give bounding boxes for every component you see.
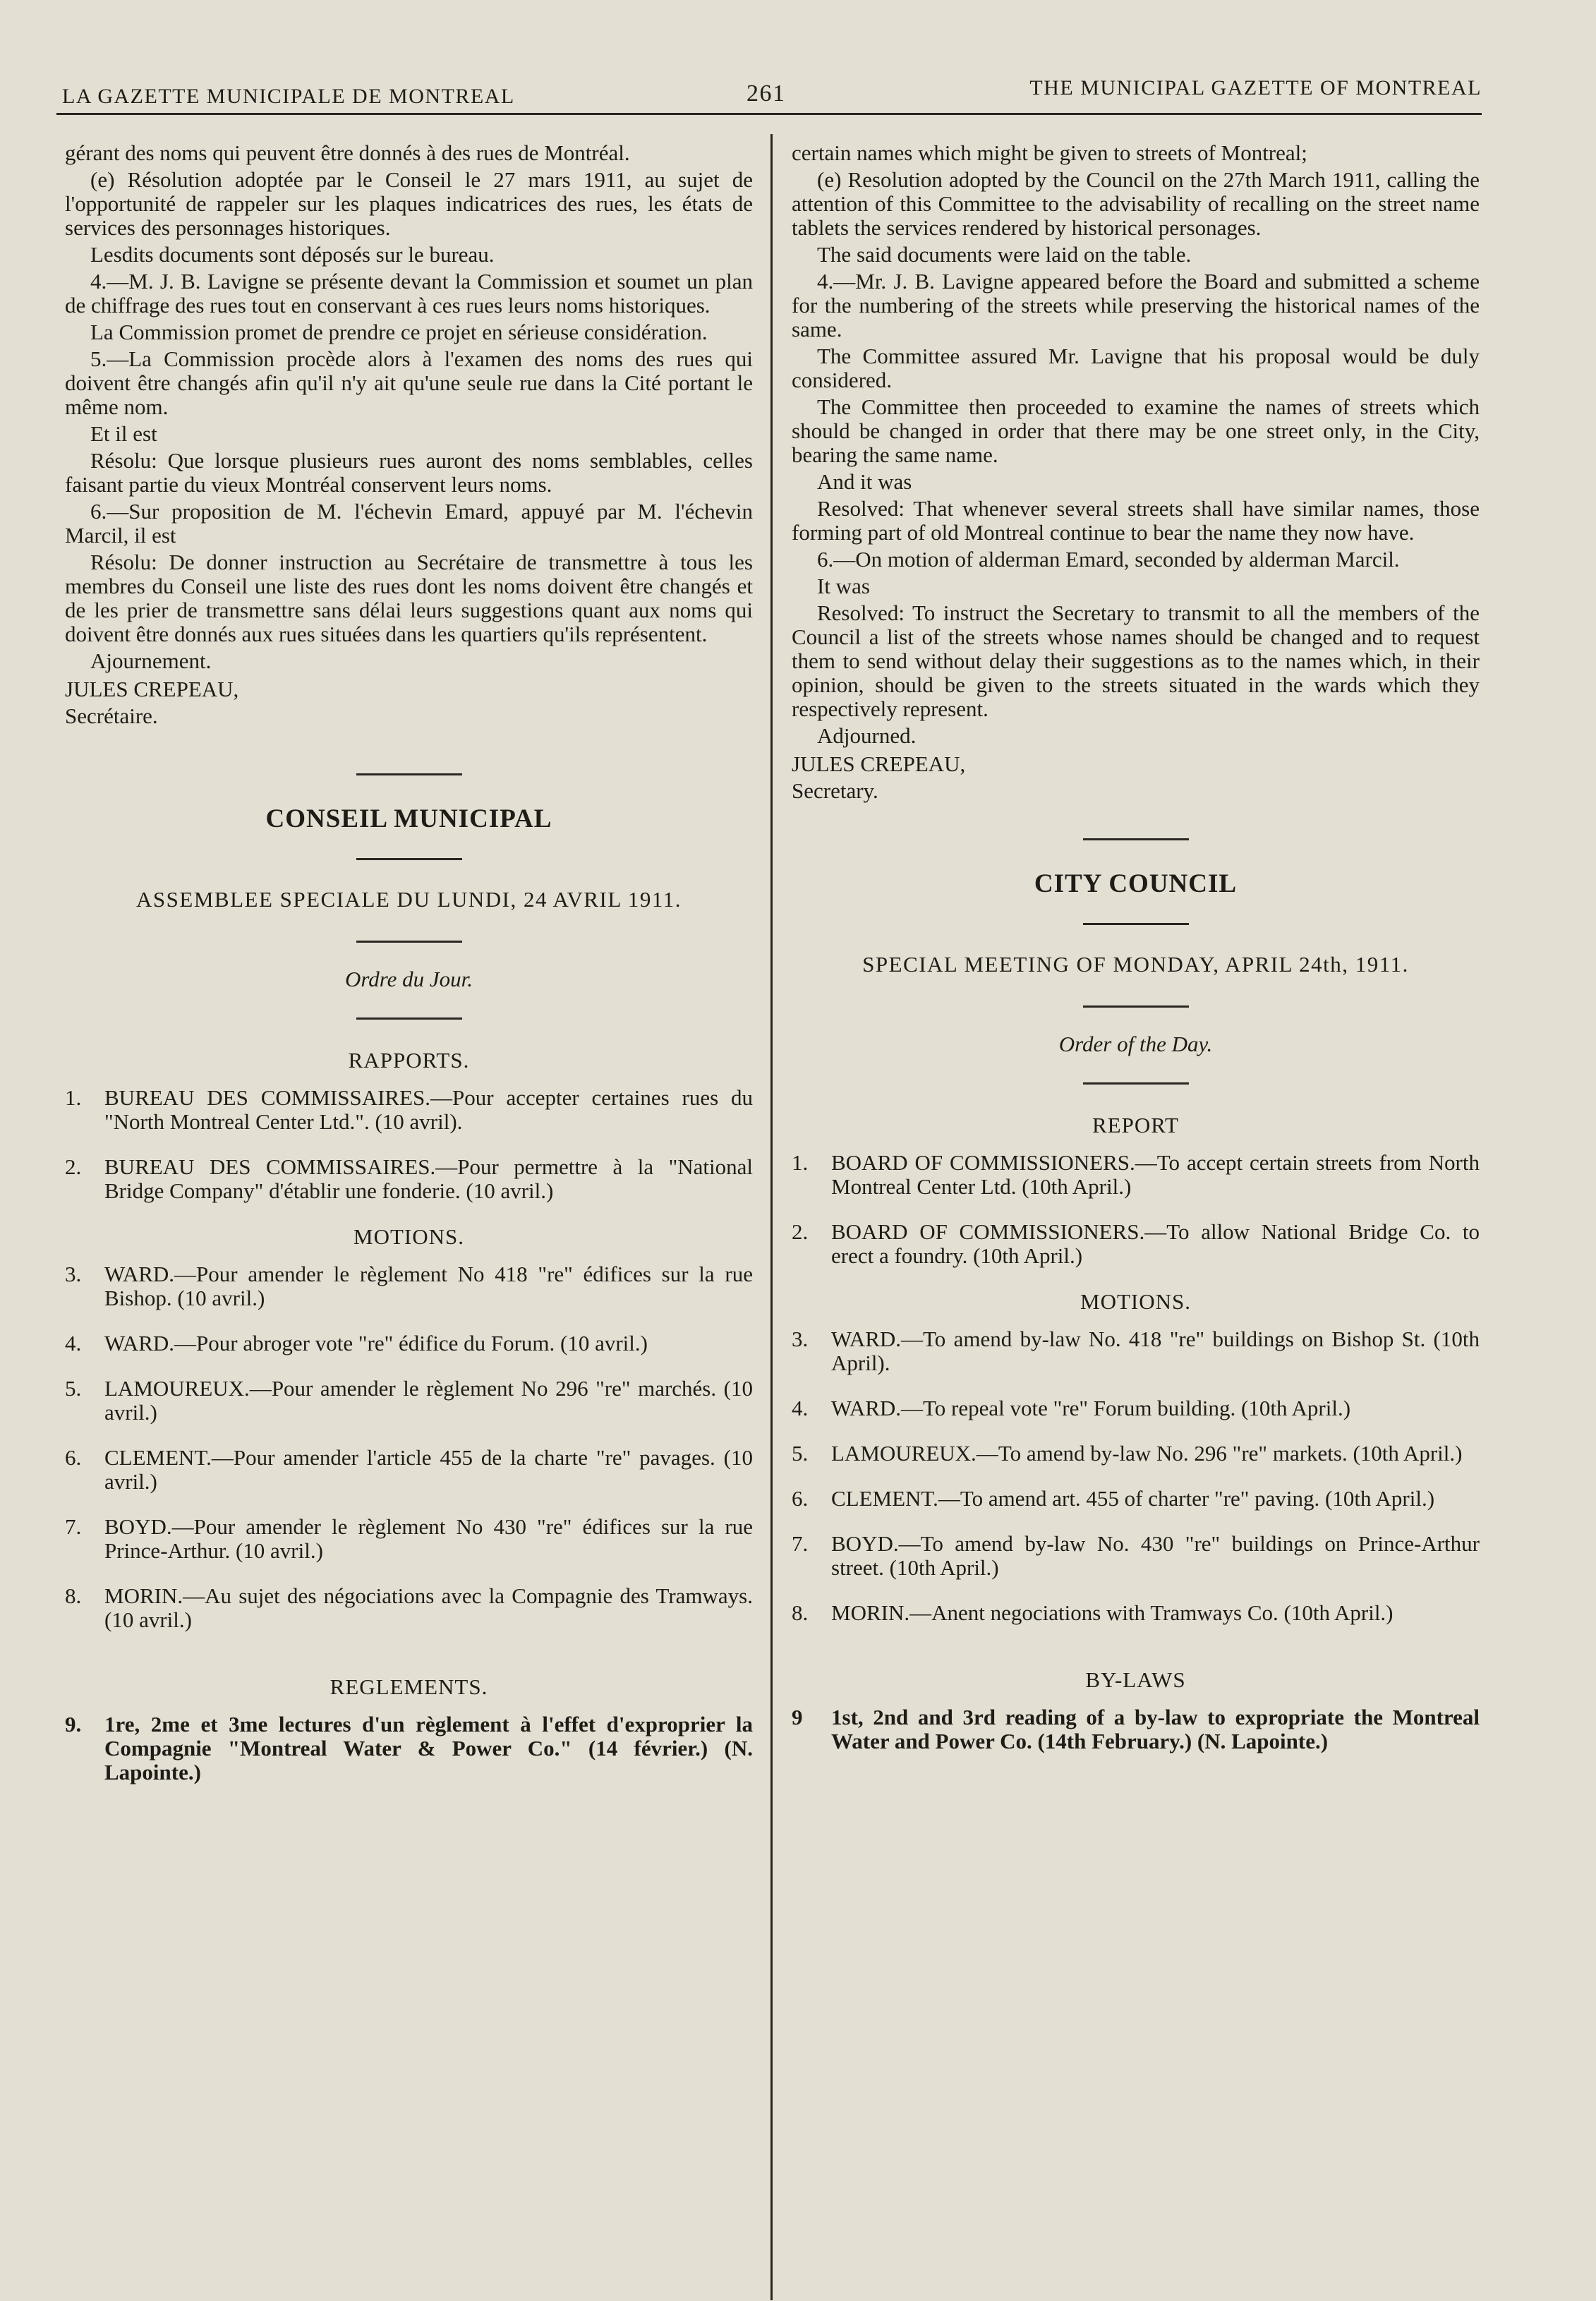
item-head: CLEMENT.— [831, 1486, 960, 1511]
agenda-item [65, 1713, 753, 1784]
paragraph: 4.—M. J. B. Lavigne se présente devant la Commission et soumet un plan de chiffrage des rues tout en conservant à ces rues leurs noms historiques. [65, 269, 753, 318]
item-text: Pour amender le règlement No 430 "re" édifices sur la rue Prince-Arthur. (10 avril.) [104, 1514, 753, 1563]
paragraph: 6.—Sur proposition de M. l'échevin Emard, appuyé par M. l'échevin Marcil, il est [65, 499, 753, 548]
item-number: 9 [792, 1705, 803, 1729]
paragraph: The Committee assured Mr. Lavigne that his proposal would be duly considered. [792, 344, 1480, 392]
paragraph: Lesdits documents sont déposés sur le bureau. [90, 242, 495, 267]
item-number: 3. [792, 1327, 809, 1351]
paragraph: certain names which might be given to streets of Montreal; [792, 140, 1307, 165]
paragraph: gérant des noms qui peuvent être donnés à des rues de Montréal. [65, 140, 630, 165]
reports-heading: RAPPORTS. [348, 1048, 470, 1073]
reports-heading: REPORT [1092, 1113, 1179, 1137]
item-text: 1st, 2nd and 3rd reading of a by-law to expropriate the Montreal Water and Power Co. (14th February.) (N. Lapointe.) [831, 1705, 1480, 1753]
agenda-item [792, 1601, 1480, 1625]
agenda-item [65, 1262, 753, 1310]
item-head: LAMOUREUX.— [104, 1376, 272, 1401]
paragraph: Resolved: That whenever several streets shall have similar names, those forming part of old Montreal continue to bear the name they now have. [792, 496, 1480, 545]
item-text: To accept certain streets from North Montreal Center Ltd. (10th April.) [831, 1150, 1480, 1199]
page-number: 261 [746, 80, 786, 107]
english-minutes [792, 141, 1480, 748]
paragraph: Résolu: Que lorsque plusieurs rues auront des noms semblables, celles faisant partie du vieux Montréal conservent leurs noms. [65, 448, 753, 497]
item-head: WARD.— [831, 1327, 924, 1351]
item-text: Anent negociations with Tramways Co. (10th April.) [931, 1600, 1394, 1625]
item-number: 4. [792, 1396, 809, 1420]
agenda-item [65, 1155, 753, 1203]
meeting-heading: ASSEMBLEE SPECIALE DU LUNDI, 24 AVRIL 1911. [136, 887, 682, 912]
paragraph: (e) Resolution adopted by the Council on the 27th March 1911, calling the attention of this Committee to the advisability of recalling on the street name tablets the services rendered by historical personages. [792, 167, 1480, 240]
item-number: 6. [792, 1486, 809, 1511]
paragraph: And it was [817, 469, 912, 494]
item-number: 2. [65, 1154, 82, 1179]
paragraph: The said documents were laid on the table. [817, 242, 1192, 267]
agenda-item [792, 1396, 1480, 1420]
item-head: WARD.— [104, 1262, 197, 1286]
section-rule [1083, 1082, 1189, 1085]
item-head: BOYD.— [104, 1514, 194, 1539]
item-text: Pour abroger vote "re" édifice du Forum. (10 avril.) [196, 1331, 648, 1355]
item-number: 8. [65, 1583, 82, 1608]
agenda-item [792, 1327, 1480, 1375]
paragraph: Resolved: To instruct the Secretary to transmit to all the members of the Council a list of the streets whose names should be changed and to request them to send without delay their suggestions as to the names which, in their opinion, should be given to the streets situated in the wards which they respectively represent. [792, 600, 1480, 721]
item-number: 5. [792, 1441, 809, 1466]
item-text: To repeal vote "re" Forum building. (10th April.) [923, 1396, 1351, 1420]
agenda-item [792, 1151, 1480, 1199]
agenda-item [65, 1584, 753, 1632]
item-head: MORIN.— [104, 1583, 205, 1608]
agenda-item [792, 1442, 1480, 1466]
council-title: CONSEIL MUNICIPAL [265, 804, 552, 833]
item-number: 8. [792, 1600, 809, 1625]
agenda-item [65, 1515, 753, 1563]
item-head: BOARD OF COMMISSIONERS.— [831, 1219, 1167, 1244]
item-head: BOARD OF COMMISSIONERS.— [831, 1150, 1157, 1175]
section-rule [1083, 1005, 1189, 1008]
motions-heading: MOTIONS. [1080, 1289, 1191, 1314]
council-title: CITY COUNCIL [1034, 869, 1238, 898]
paragraph: Adjourned. [817, 723, 917, 748]
header-french-title: LA GAZETTE MUNICIPALE DE MONTREAL [62, 85, 515, 108]
motions-heading: MOTIONS. [353, 1224, 464, 1249]
order-of-day: Ordre du Jour. [344, 967, 473, 991]
item-text: Pour amender le règlement No 418 "re" édifices sur la rue Bishop. (10 avril.) [104, 1262, 753, 1310]
item-number: 3. [65, 1262, 82, 1286]
paragraph: It was [817, 574, 870, 598]
page-header [56, 76, 1482, 119]
paragraph: 5.—La Commission procède alors à l'examen des noms des rues qui doivent être changés afin qu'il n'y ait qu'une seule rue dans la Cité portant le même nom. [65, 346, 753, 419]
header-english-title: THE MUNICIPAL GAZETTE OF MONTREAL [1029, 76, 1482, 99]
item-text: Pour permettre à la "National Bridge Company" d'établir une fonderie. (10 avril.) [104, 1154, 753, 1203]
agenda-item [65, 1331, 753, 1355]
item-head: WARD.— [831, 1396, 924, 1420]
item-number: 5. [65, 1376, 82, 1401]
signature-name: JULES CREPEAU, [792, 751, 966, 776]
item-text: Pour amender le règlement No 296 "re" marchés. (10 avril.) [104, 1376, 753, 1425]
section-rule [356, 1017, 462, 1020]
paragraph: Ajournement. [90, 648, 212, 673]
item-text: 1re, 2me et 3me lectures d'un règlement à l'effet d'exproprier la Compagnie "Montreal Water & Power Co." (14 février.) (N. Lapointe.) [104, 1712, 753, 1784]
item-text: To amend by-law No. 418 "re" buildings on Bishop St. (10th April). [831, 1327, 1480, 1375]
item-text: Pour accepter certaines rues du "North Montreal Center Ltd.". (10 avril). [104, 1085, 754, 1134]
section-rule [1083, 838, 1189, 840]
item-head: BOYD.— [831, 1531, 921, 1556]
agenda-item [65, 1086, 753, 1134]
item-text: To allow National Bridge Co. to erect a foundry. (10th April.) [831, 1219, 1480, 1268]
signature-title: Secrétaire. [65, 703, 158, 728]
paragraph: Résolu: De donner instruction au Secrétaire de transmettre à tous les membres du Conseil une liste des rues dont les noms doivent être changés et de les prier de transmettre sans délai leurs suggestions quant aux noms qui doivent être donnés aux rues situées dans les quartiers qu'ils représentent. [65, 550, 753, 646]
item-head: LAMOUREUX.— [831, 1441, 998, 1466]
item-text: To amend art. 455 of charter "re" paving. (10th April.) [960, 1486, 1435, 1511]
item-head: BUREAU DES COMMISSAIRES.— [104, 1154, 458, 1179]
section-rule [356, 941, 462, 943]
agenda-item [792, 1705, 1480, 1753]
signature-name: JULES CREPEAU, [65, 677, 239, 701]
agenda-item [792, 1220, 1480, 1268]
french-minutes [65, 141, 753, 673]
item-head: BUREAU DES COMMISSAIRES.— [104, 1085, 453, 1110]
agenda-item [792, 1487, 1480, 1511]
item-head: CLEMENT.— [104, 1445, 234, 1470]
paragraph: (e) Résolution adoptée par le Conseil le 27 mars 1911, au sujet de l'opportunité de rappeler sur les plaques indicatrices des rues, les états de services des personnages historiques. [65, 167, 753, 240]
item-head: WARD.— [104, 1331, 197, 1355]
bylaws-heading: REGLEMENTS. [330, 1674, 488, 1699]
agenda-item [792, 1532, 1480, 1580]
item-number: 7. [792, 1531, 809, 1556]
item-number: 2. [792, 1219, 809, 1244]
item-number: 1. [792, 1150, 809, 1175]
bylaws-heading: BY-LAWS [1085, 1667, 1186, 1692]
signature-title: Secretary. [792, 778, 878, 803]
item-head: MORIN.— [831, 1600, 932, 1625]
item-number: 1. [65, 1085, 82, 1110]
item-text: Au sujet des négociations avec la Compagnie des Tramways. (10 avril.) [104, 1583, 753, 1632]
item-number: 9. [65, 1712, 82, 1737]
paragraph: La Commission promet de prendre ce projet en sérieuse considération. [90, 320, 708, 344]
paragraph: 4.—Mr. J. B. Lavigne appeared before the Board and submitted a scheme for the numbering of the streets while preserving the historical names of the same. [792, 269, 1480, 342]
item-text: To amend by-law No. 430 "re" buildings on Prince-Arthur street. (10th April.) [831, 1531, 1480, 1580]
meeting-heading: SPECIAL MEETING OF MONDAY, APRIL 24th, 1911. [862, 952, 1409, 977]
english-column [792, 141, 1480, 1775]
item-text: Pour amender l'article 455 de la charte "re" pavages. (10 avril.) [104, 1445, 753, 1494]
section-rule [356, 773, 462, 775]
column-divider [770, 134, 773, 2300]
agenda-item [65, 1377, 753, 1425]
order-of-day: Order of the Day. [1058, 1032, 1213, 1056]
agenda-item [65, 1446, 753, 1494]
item-number: 6. [65, 1445, 82, 1470]
french-column [65, 141, 753, 1806]
paragraph: Et il est [90, 421, 157, 446]
section-rule [356, 858, 462, 860]
item-number: 4. [65, 1331, 82, 1355]
paragraph: The Committee then proceeded to examine the names of streets which should be changed in order that there may be one street only, in the City, bearing the same name. [792, 394, 1480, 467]
item-text: To amend by-law No. 296 "re" markets. (10th April.) [998, 1441, 1463, 1466]
item-number: 7. [65, 1514, 82, 1539]
paragraph: 6.—On motion of alderman Emard, seconded by alderman Marcil. [817, 547, 1400, 572]
header-rule [56, 113, 1482, 115]
section-rule [1083, 923, 1189, 925]
